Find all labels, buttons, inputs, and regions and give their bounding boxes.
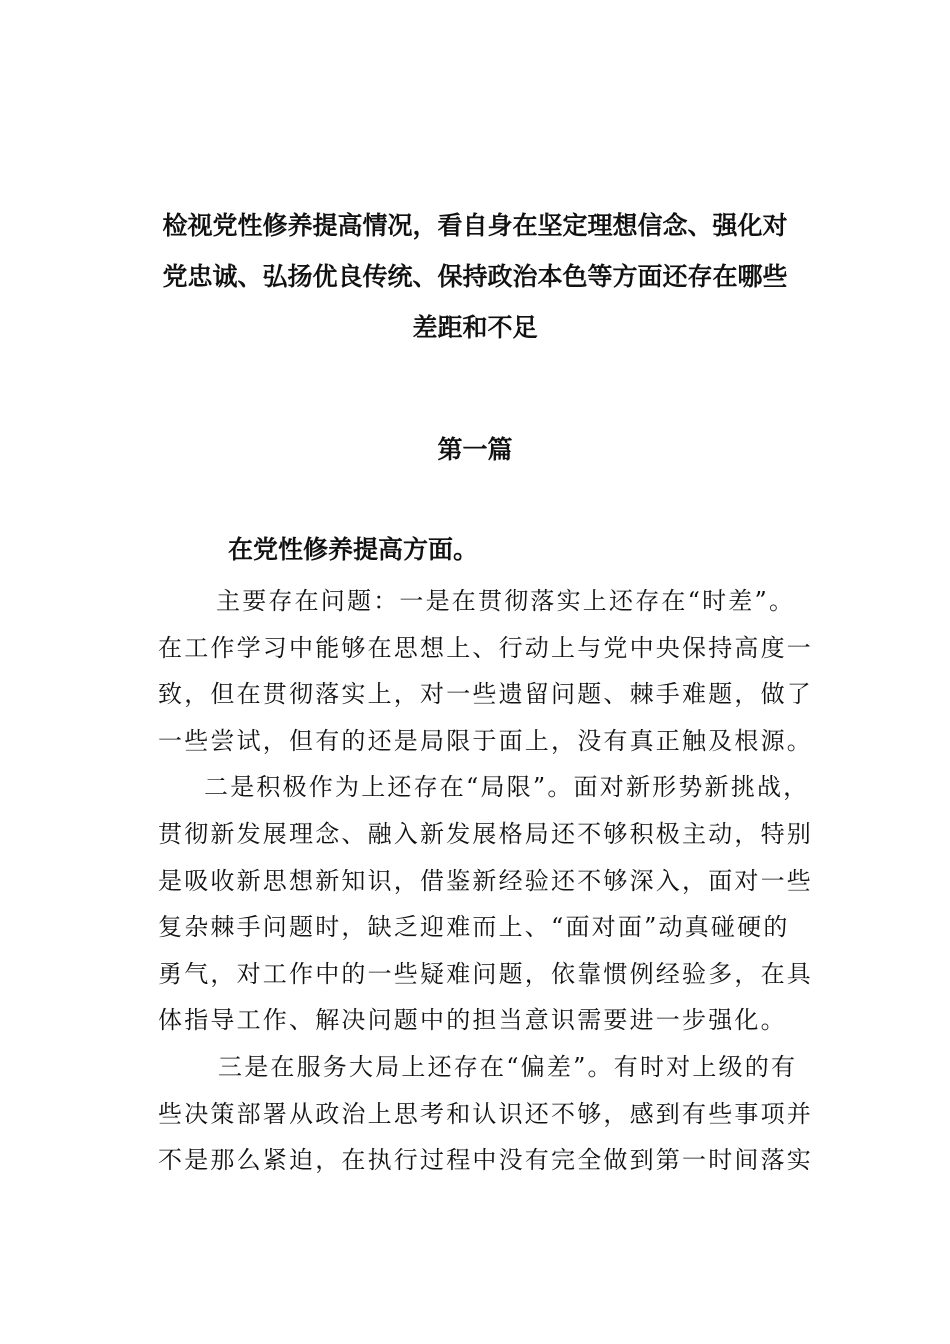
title-line: 差距和不足 [412, 313, 538, 342]
body-line: 三是在服务大局上还存在“偏差”。有时对上级的有 [218, 1052, 798, 1081]
document-title [120, 200, 830, 353]
body-line: 二是积极作为上还存在“局限”。面对新形势新挑战， [204, 773, 810, 802]
title-line: 党忠诚、弘扬优良传统、保持政治本色等方面还存在哪些 [162, 262, 788, 291]
body-line: 致，但在贯彻落实上，对一些遗留问题、棘手难题，做了 [158, 680, 813, 709]
body-line: 贯彻新发展理念、融入新发展格局还不够积极主动，特别 [158, 819, 813, 848]
body-line: 体指导工作、解决问题中的担当意识需要进一步强化。 [158, 1006, 787, 1035]
body-line: 复杂棘手问题时，缺乏迎难而上、“面对面”动真碰硬的 [158, 913, 790, 942]
body-line: 一些尝试，但有的还是局限于面上，没有真正触及根源。 [158, 726, 813, 755]
chapter-label: 第一篇 [437, 435, 513, 464]
body-line: 勇气，对工作中的一些疑难问题，依靠惯例经验多，在具 [158, 959, 813, 988]
body-line: 是吸收新思想新知识，借鉴新经验还不够深入，面对一些 [158, 866, 813, 895]
body-line: 些决策部署从政治上思考和认识还不够，感到有些事项并 [158, 1099, 813, 1128]
body-line: 主要存在问题：一是在贯彻落实上还存在“时差”。 [216, 587, 796, 615]
body-line: 不是那么紧迫，在执行过程中没有完全做到第一时间落实 [158, 1146, 813, 1175]
title-line: 检视党性修养提高情况，看自身在坚定理想信念、强化对 [162, 211, 788, 240]
body-text [158, 578, 818, 1184]
body-line: 在工作学习中能够在思想上、行动上与党中央保持高度一 [158, 633, 813, 662]
section-heading: 在党性修养提高方面。 [228, 535, 479, 564]
